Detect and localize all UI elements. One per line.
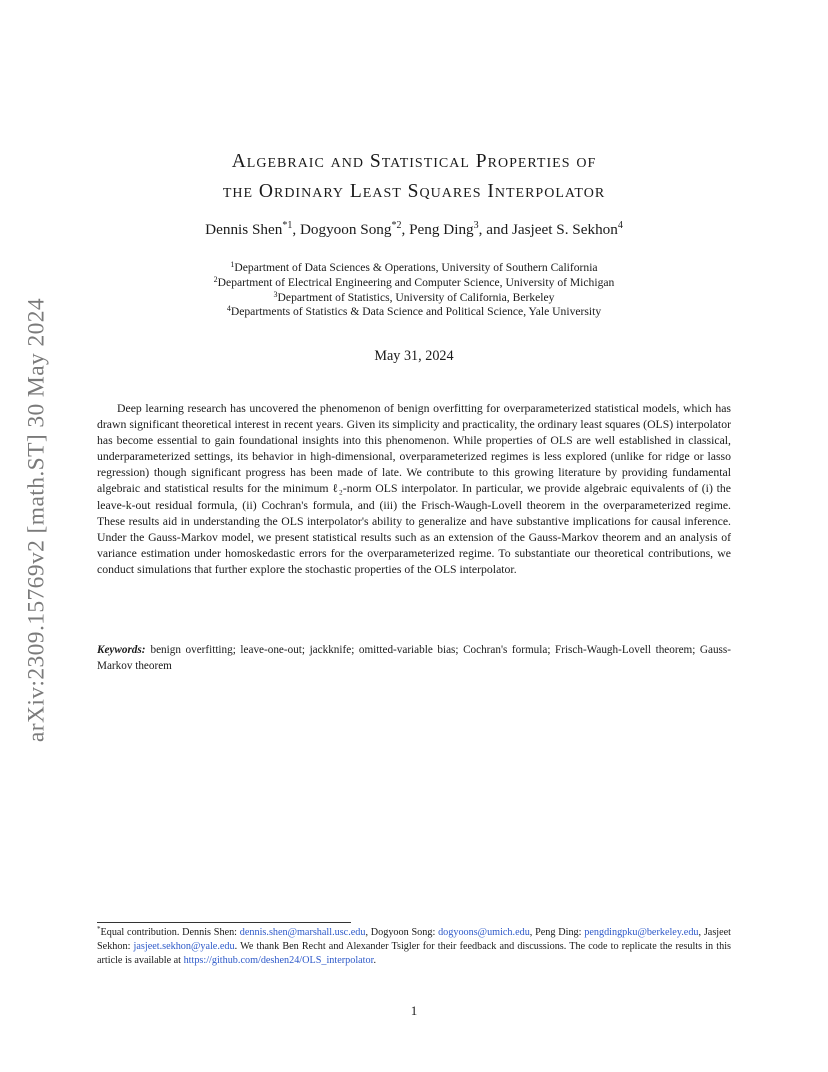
author-name: Jasjeet S. Sekhon xyxy=(511,221,618,238)
affiliation-item xyxy=(0,276,828,291)
email-link-ding[interactable]: pengdingpku@berkeley.edu xyxy=(584,927,699,938)
author-mark: *1 xyxy=(282,220,293,231)
paper-title xyxy=(0,147,828,207)
publication-date: May 31, 2024 xyxy=(374,348,454,364)
code-repository-link[interactable]: https://github.com/deshen24/OLS_interpolator xyxy=(183,955,374,967)
author-mark: 4 xyxy=(617,220,623,231)
footnote-separator: , Jasjeet Sekhon: xyxy=(97,927,731,953)
affiliation-item xyxy=(0,305,828,320)
keywords-text: benign overfitting; leave-one-out; jackknife; omitted-variable bias; Cochran's formula; Frisch-Waugh-Lovell theorem; Gauss-Markov theorem xyxy=(97,644,731,672)
keywords-label: Keywords: xyxy=(97,644,146,656)
affiliation-mark: 3 xyxy=(273,289,278,299)
affiliation-list xyxy=(0,261,828,320)
affiliation-text: Departments of Statistics & Data Science and Political Science, Yale University xyxy=(230,305,602,319)
author-mark: *2 xyxy=(391,220,402,231)
affiliation-text: Department of Data Sciences & Operations, University of Southern California xyxy=(234,261,598,274)
footnote xyxy=(97,926,731,969)
email-link-sekhon[interactable]: jasjeet.sekhon@yale.edu xyxy=(133,941,235,953)
affiliation-mark: 4 xyxy=(226,304,231,314)
author-name: Dogyoon Song xyxy=(299,221,392,238)
author-mark: 3 xyxy=(473,220,479,231)
author-separator: , xyxy=(292,221,300,238)
affiliation-item xyxy=(0,261,828,276)
email-link-shen[interactable]: dennis.shen@marshall.usc.edu xyxy=(239,927,366,938)
email-link-song[interactable]: dogyoons@umich.edu xyxy=(438,927,530,938)
author-separator: , xyxy=(401,221,410,238)
author-separator: , and xyxy=(478,221,512,238)
author-name: Peng Ding xyxy=(409,221,474,238)
footnote-end: . xyxy=(373,955,376,967)
footnote-separator: , Dogyoon Song: xyxy=(365,927,439,938)
footnote-intro: Equal contribution. Dennis Shen: xyxy=(100,927,240,938)
affiliation-item xyxy=(0,291,828,306)
page-number: 1 xyxy=(410,1003,418,1018)
title-line-1: Algebraic and Statistical Properties of xyxy=(231,151,597,172)
keywords xyxy=(97,642,731,674)
title-line-2: the Ordinary Least Squares Interpolator xyxy=(222,181,606,202)
abstract: Deep learning research has uncovered the phenomenon of benign overfitting for overparameterized statistical models, which has drawn significant theoretical interest in recent years. Given its simplicity and practicality, the ordinary least squares (OLS) interpolator has become essential to gain foundational insights into this phenomenon. While properties of OLS are well established in classical, underparameterized settings, its behavior in high-dimensional, overparameterized regimes is less explored (unlike for ridge or lasso regression) though significant progress has been made of late. We contribute to this growing literature by providing fundamental algebraic and statistical results for the minimum ℓ₂-norm OLS interpolator. In particular, we provide algebraic equivalents of (i) the leave-k-out residual formula, (ii) Cochran's formula, and (iii) the Frisch-Waugh-Lovell theorem in the overparameterized regime. These results aid in understanding the OLS interpolator's ability to generalize and have substantive implications for causal inference. Under the Gauss-Markov model, we present statistical results such as an extension of the Gauss-Markov theorem and an analysis of variance estimation under homoskedastic errors for the overparameterized regime. To substantiate our theoretical contributions, we conduct simulations that further explore the stochastic properties of the OLS interpolator. xyxy=(97,402,731,576)
affiliation-mark: 2 xyxy=(213,274,218,284)
affiliation-mark: 1 xyxy=(230,260,235,269)
footnote-mark: * xyxy=(97,925,101,933)
affiliation-text: Department of Electrical Engineering and Computer Science, University of Michigan xyxy=(217,275,615,289)
affiliation-text: Department of Statistics, University of California, Berkeley xyxy=(277,290,555,304)
author-name: Dennis Shen xyxy=(205,221,283,238)
footnote-thanks: . We thank Ben Recht and Alexander Tsigler for their feedback and discussions. The code to replicate the results in this article is available at xyxy=(97,941,731,967)
arxiv-identifier: arXiv:2309.15769v2 [math.ST] 30 May 2024 xyxy=(23,297,50,743)
footnote-separator: , Peng Ding: xyxy=(529,927,585,938)
footnote-rule xyxy=(97,922,351,923)
author-list xyxy=(0,220,828,240)
